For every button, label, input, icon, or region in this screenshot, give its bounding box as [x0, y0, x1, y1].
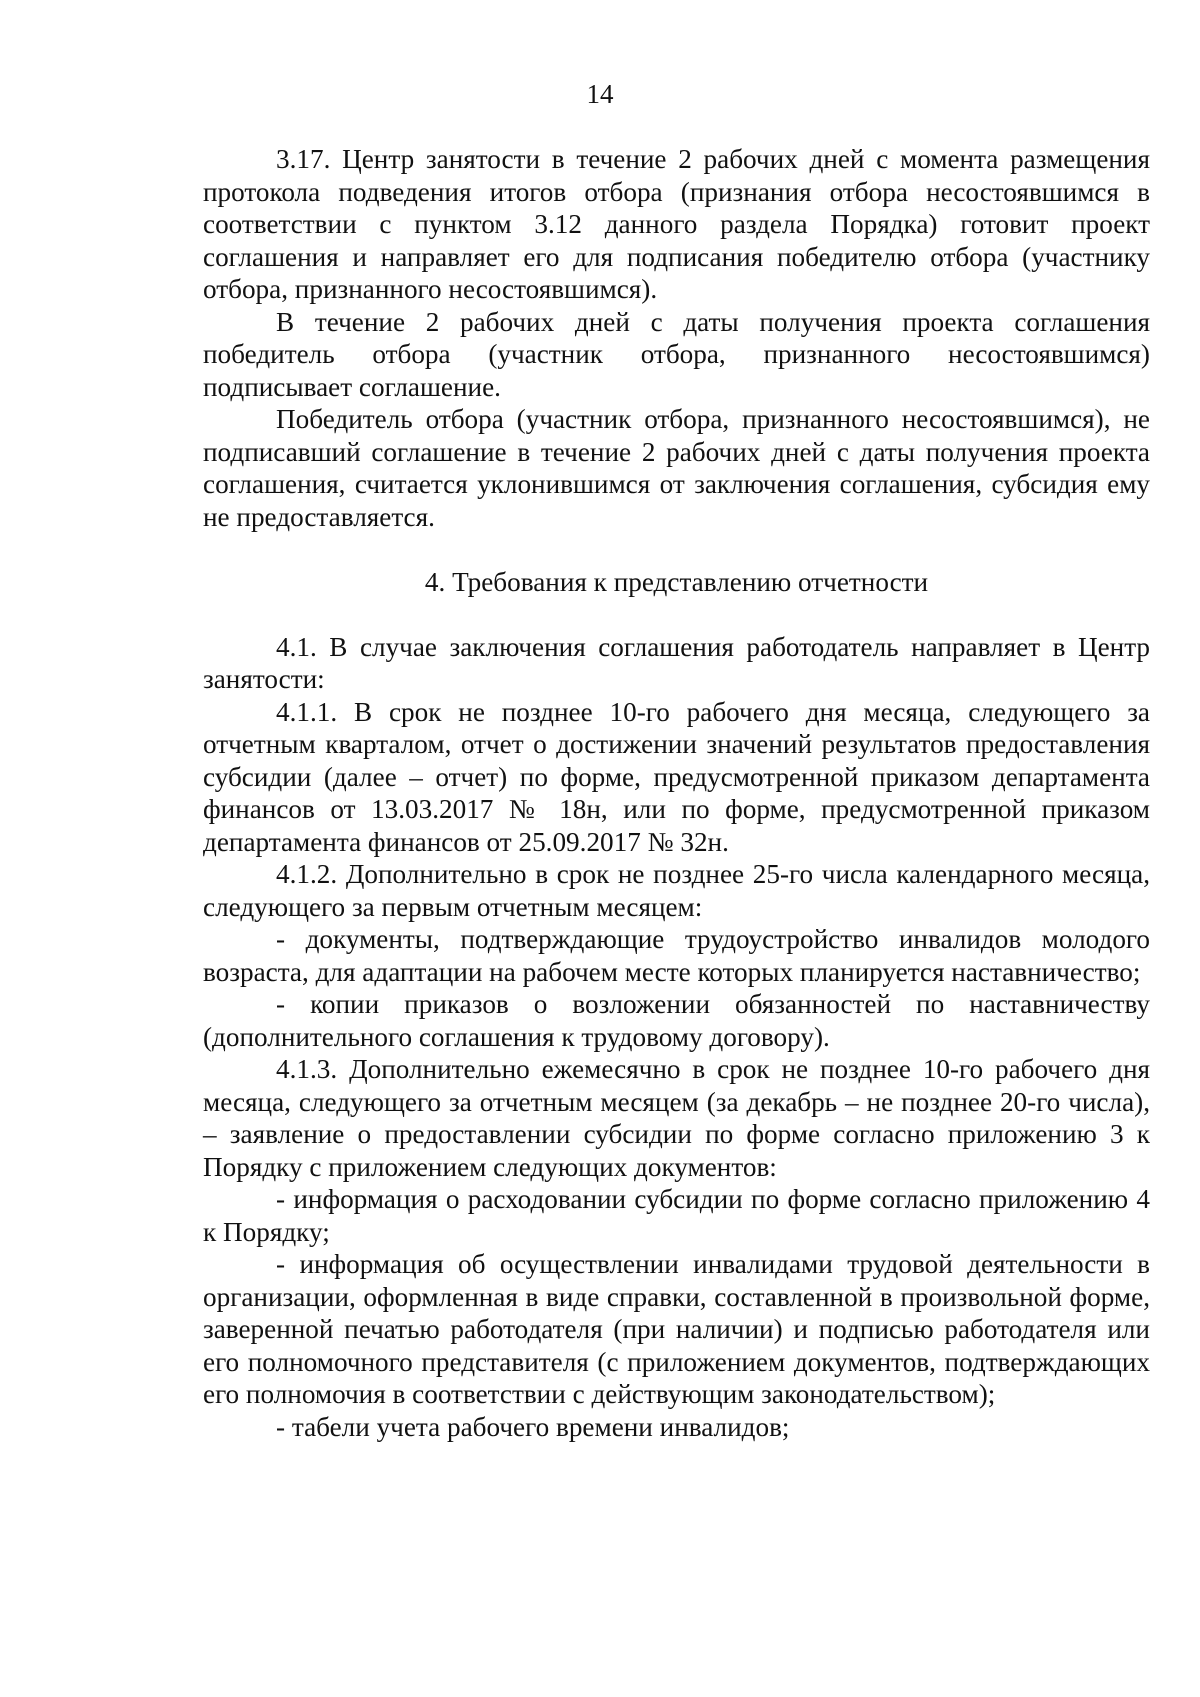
paragraph-signing-term: В течение 2 рабочих дней с даты получения проекта соглашения победитель отбора (участник отбора, признанного несостоявшимся) подписывает соглашение.	[203, 306, 1150, 402]
paragraph-4-1-3: 4.1.3. Дополнительно ежемесячно в срок не позднее 10-го рабочего дня месяца, следующего за отчетным месяцем (за декабрь – не позднее 20-го числа), – заявление о предоставлении субсидии по форме согласно приложению 3 к Порядку с приложением следующих документов:	[203, 1054, 1150, 1182]
list-item-order-copies: - копии приказов о возложении обязанностей по наставничеству (дополнительного соглашения к трудовому договору).	[203, 989, 1150, 1052]
paragraph-4-1: 4.1. В случае заключения соглашения работодатель направляет в Центр занятости:	[203, 631, 1150, 694]
list-item-employment-documents: - документы, подтверждающие трудоустройство инвалидов молодого возраста, для адаптации на рабочем месте которых планируется наставничество;	[203, 924, 1150, 987]
paragraph-3-17: 3.17. Центр занятости в течение 2 рабочих дней с момента размещения протокола подведения итогов отбора (признания отбора несостоявшимся в соответствии с пунктом 3.12 данного раздела Порядка) готовит проект соглашения и направляет его для подписания победителю отбора (участнику отбора, признанного несостоявшимся).	[203, 144, 1150, 304]
spacer	[203, 599, 1150, 631]
page-number: 14	[586, 79, 614, 109]
list-item-spending-info: - информация о расходовании субсидии по форме согласно приложению 4 к Порядку;	[203, 1184, 1150, 1247]
paragraph-4-1-1: 4.1.1. В срок не позднее 10-го рабочего дня месяца, следующего за отчетным кварталом, отчет о достижении значений результатов предоставления субсидии (далее – отчет) по форме, предусмотренной приказом департамента финансов от 13.03.2017 № 18н, или по форме, предусмотренной приказом департамента финансов от 25.09.2017 № 32н.	[203, 696, 1150, 857]
list-item-timesheets: - табели учета рабочего времени инвалидов;	[276, 1411, 790, 1442]
paragraph-4-1-2: 4.1.2. Дополнительно в срок не позднее 25-го числа календарного месяца, следующего за первым отчетным месяцем:	[203, 859, 1150, 922]
document-body	[203, 143, 1150, 1443]
paragraph-evasion: Победитель отбора (участник отбора, признанного несостоявшимся), не подписавший соглашение в течение 2 рабочих дней с даты получения проекта соглашения, считается уклонившимся от заключения соглашения, субсидия ему не предоставляется.	[203, 404, 1150, 532]
section-heading: 4. Требования к представлению отчетности	[424, 567, 929, 597]
spacer	[203, 533, 1150, 566]
list-item-work-activity-info: - информация об осуществлении инвалидами трудовой деятельности в организации, оформленная в виде справки, составленной в произвольной форме, заверенной печатью работодателя (при наличии) и подписью работодателя или его полномочного представителя (с приложением документов, подтверждающих его полномочия в соответствии с действующим законодательством);	[203, 1249, 1150, 1409]
